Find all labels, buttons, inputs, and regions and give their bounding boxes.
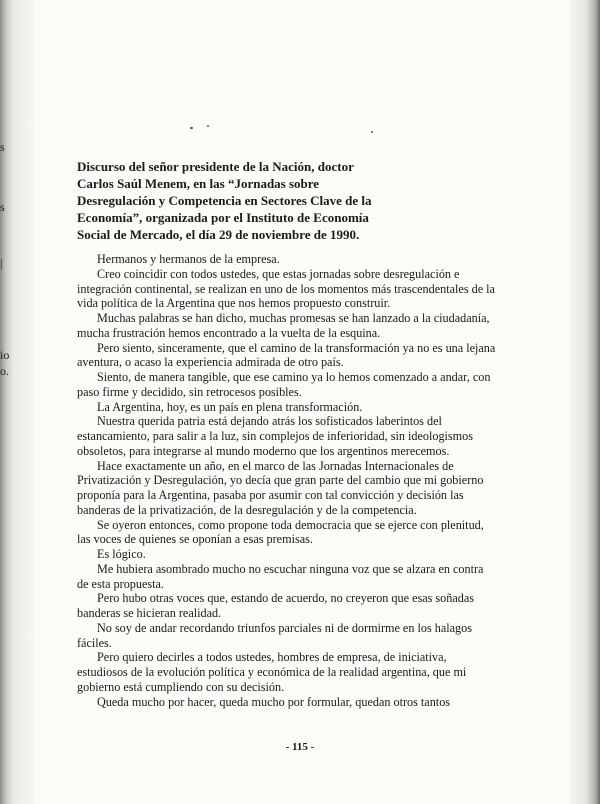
paragraph [77, 591, 502, 621]
paragraph [77, 252, 502, 267]
title-line: Desregulación y Competencia en Sectores Clave de la [77, 193, 372, 208]
speech-body [77, 252, 502, 709]
speech-title [77, 158, 497, 243]
paragraph [77, 370, 502, 400]
page-number: - 115 - [285, 741, 315, 753]
text-line: Hermanos y hermanos de la empresa. [97, 252, 280, 266]
title-line: Social de Mercado, el día 29 de noviembre de 1990. [77, 227, 360, 242]
text-line: mucha frustración hemos encontrado a la vuelta de la esquina. [77, 325, 381, 340]
text-line: Es lógico. [97, 547, 146, 561]
paragraph [77, 341, 502, 371]
paragraph [77, 311, 502, 341]
text-line: integración continental, se realizan en uno de los momentos más trascendentales de la [77, 281, 495, 296]
paragraph [77, 459, 502, 518]
paragraph [77, 414, 502, 458]
text-line: estancamiento, para salir a la luz, sin complejos de inferioridad, sin ideologismos [77, 429, 473, 443]
text-line: aventura, o acaso la experiencia admirada de otro país. [77, 355, 344, 370]
text-line: banderas de la privatización, de la desregulación y de la competencia. [77, 502, 417, 517]
scan-speck [207, 125, 209, 127]
text-line: Me hubiera asombrado mucho no escuchar ninguna voz que se alzara en contra [97, 561, 484, 576]
paragraph [77, 547, 502, 562]
text-line: Nuestra querida patria está dejando atrás los sofisticados laberintos del [97, 414, 442, 429]
text-line: obsoletos, para integrarse al mundo moderno que los argentinos merecemos. [77, 443, 450, 458]
text-line: Pero quiero decirles a todos ustedes, hombres de empresa, de iniciativa, [97, 650, 447, 665]
paragraph [77, 650, 502, 694]
title-line: Carlos Saúl Menem, en las “Jornadas sobre [77, 176, 320, 191]
text-line: Queda mucho por hacer, queda mucho por formular, quedan otros tantos [97, 694, 451, 709]
bleed-mark: | [0, 256, 3, 270]
paragraph [77, 518, 502, 548]
paragraph [77, 695, 502, 710]
paragraph [77, 562, 502, 592]
title-line: Discurso del señor presidente de la Nación, doctor [77, 159, 354, 174]
text-line: proponía para la Argentina, pasaba por asumir con tal convicción y decisión las [77, 488, 464, 502]
text-line: las voces de quienes se oponían a esas premisas. [77, 532, 313, 547]
text-line: Pero hubo otras voces que, estando de acuerdo, no creyeron que esas soñadas [97, 591, 475, 606]
text-line: Hace exactamente un año, en el marco de las Jornadas Internacionales de [97, 458, 454, 473]
scan-speck [371, 131, 373, 133]
text-line: Se oyeron entonces, como propone toda democracia que se ejerce con plenitud, [97, 517, 484, 532]
text-line: Privatización y Desregulación, yo decía que gran parte del cambio que mi gobierno [77, 473, 484, 488]
text-line: paso firme y decidido, sin retrocesos posibles. [77, 384, 302, 399]
bleed-mark: s [0, 200, 5, 214]
text-line: vida política de la Argentina que nos hemos propuesto construir. [77, 296, 391, 311]
text-line: de esta propuesta. [77, 576, 164, 591]
text-line: banderas se hicieran realidad. [77, 606, 222, 620]
text-line: estudiosos de la evolución política y económica de la realidad argentina, que mi [77, 665, 467, 679]
text-line: fáciles. [77, 635, 112, 650]
paragraph [77, 621, 502, 651]
text-line: Pero siento, sinceramente, que el camino de la transformación ya no es una lejana [97, 340, 496, 355]
text-line: No soy de andar recordando triunfos parciales ni de dormirme en los halagos [97, 620, 472, 635]
page-binding-left [0, 0, 34, 804]
text-line: Muchas palabras se han dicho, muchas promesas se han lanzado a la ciudadanía, [97, 311, 490, 325]
title-line: Economía”, organizada por el Instituto de Economía [77, 210, 369, 225]
paragraph [77, 400, 502, 415]
paragraph [77, 267, 502, 311]
page-binding-right [570, 0, 600, 804]
bleed-mark: s [0, 140, 5, 154]
text-line: Creo coincidir con todos ustedes, que estas jornadas sobre desregulación e [97, 266, 460, 281]
text-line: La Argentina, hoy, es un país en plena transformación. [97, 399, 363, 414]
bleed-mark: o. [0, 364, 9, 378]
bleed-mark: io [0, 348, 10, 362]
text-line: Siento, de manera tangible, que ese camino ya lo hemos comenzado a andar, con [97, 370, 491, 384]
scan-speck [190, 127, 193, 129]
text-line: gobierno está cumpliendo con su decisión. [77, 679, 285, 694]
